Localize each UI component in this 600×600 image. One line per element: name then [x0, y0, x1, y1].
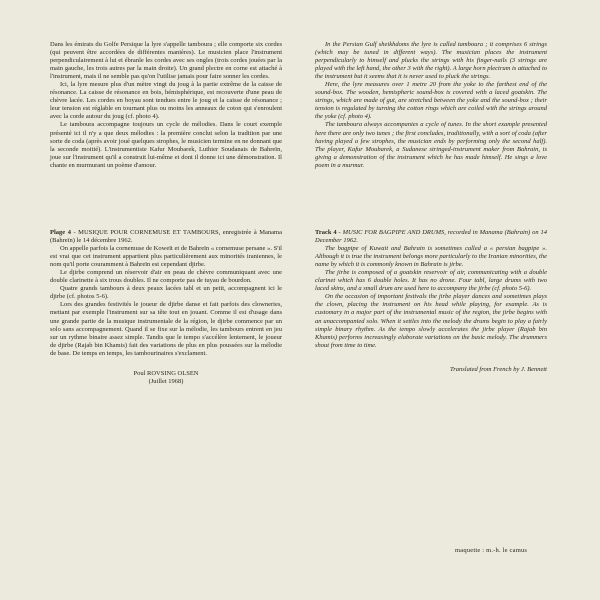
french-intro-paragraph-3: Le tamboura accompagne toujours un cycle de mélodies. Dans le court exemple présenté ici il n'y a que deux mélodies : la première conclut selon la tradition par une sorte de coda (après avoir joué quelques strophes, le musicien termine en ne donnant que la seconde moitié). L'instrumentiste Kafur Moubarek, Luthier Soudanais de Bahreïn, joue sur l'instrument qu'il a construit lui-même et dont il donne ici une démonstration. Il chante en murmurant un poème d'amour.: [50, 121, 282, 169]
english-track-paragraph-2: The jirbe is composed of a goatskin reservoir of air, communicating with a double clarinet which has 6 double holes. It has no drone. Four tabl, large drums with two laced skins, and a small drum are used here to accompany the jirbe (cf. photo 5-6).: [315, 269, 547, 293]
english-track-4-column: [315, 229, 547, 374]
english-intro-paragraph-2: Here, the lyre measures over 1 metre 20 from the yoke to the farthest end of the sound-box. The wooden, hemispheric sound-box is covered with a laced goatskin. The strings, which are made of gut, are stretched between the yoke and the sound-box ; their tension is regulated by turning the cotton rings which are coiled with the strings around the yoke (cf. photo 4).: [315, 81, 547, 121]
english-intro-column: [315, 41, 547, 170]
track-4-label: Track 4: [315, 229, 337, 236]
french-plage-paragraph-3: Quatre grands tambours à deux peaux lacées tabl et un petit, accompagnent ici le djirbe (cf. photos 5-6).: [50, 285, 282, 301]
author-name: Poul ROVSING OLSEN: [133, 369, 199, 377]
french-plage-paragraph-4: Lors des grandes festivités le joueur de djirbe danse et fait parfois des clowneries, mettant par exemple l'instrument sur sa tête tout en jouant. Comme il est d'usage dans une grande partie de la musique instrumentale de la région, le djirbe commence par un solo sans accompagnement. Quand il se fixe sur la mélodie, les tambours entrent en jeu sur un rythme binaire assez simple. Tandis que le tempo s'accélère lentement, le joueur de djirbe (Rajab bin Khamis) fait des variations de plus en plus poussées sur la mélodie de base. De temps en temps, les tambourinaires s'exclament.: [50, 301, 282, 357]
plage-4-heading: [50, 229, 282, 245]
english-track-paragraph-1: The bagpipe of Kuwait and Bahrain is sometimes called a « persian bagpipe ». Although it is true the instrument belongs more particularly to the Iranian minorities, the name by which it is commonly known in Bahrain is jirbe.: [315, 245, 547, 269]
translator-credit: Translated from French by J. Bennett: [449, 365, 547, 373]
french-plage-paragraph-2: Le djirbe comprend un réservoir d'air en peau de chèvre communiquant avec une double clarinette à six trous doubles. Il ne comporte pas de tuyau de bourdon.: [50, 269, 282, 285]
layout-credit: maquette : m.-h. le camus: [455, 547, 528, 554]
plage-4-title: - MUSIQUE POUR CORNEMUSE ET TAMBOURS, enregistrée à Manama (Bahreïn) le 14 décembre 1962.: [50, 229, 282, 245]
plage-4-label: Plage 4: [50, 229, 71, 236]
french-intro-paragraph-2: Ici, la lyre mesure plus d'un mètre vingt du joug à la partie extrême de la caisse de résonance. La caisse de résonance en bois, hémisphérique, est recouverte d'une peau de chèvre lacée. Les cordes en boyau sont tendues entre le joug et la caisse de résonance ; leur tension est réglable en tournant plus ou moins les anneaux de coton qui s'enroulent avec la corde autour du joug (cf. photo 4).: [50, 81, 282, 121]
english-intro-paragraph-1: In the Persian Gulf sheikhdoms the lyre is called tamboura ; it comprises 6 strings (which may be tuned in different ways). The musician places the instrument perpendicularly to himself and plucks the strings with his finger-nails (3 strings are played with the left hand, the other 3 with the right). A large horn plectrum is attached to the instrument but it seems that it is never used to pluck the strings.: [315, 41, 547, 81]
french-plage-paragraph-1: On appelle parfois la cornemuse de Koweït et de Bahreïn « cornemuse persane ». S'il est vrai que cet instrument appartient plus particulièrement aux minorités iraniennes, le nom qu'il porte couramment à Bahreïn est cependant djirbe.: [50, 245, 282, 269]
signature-date: (Juillet 1968): [148, 377, 184, 385]
track-4-title: - MUSIC FOR BAGPIPE AND DRUMS, recorded in Manama (Bahrain) on 14 December 1962.: [315, 229, 547, 245]
english-intro-paragraph-3: The tamboura always accompanies a cycle of tunes. In the short example presented here there are only two tunes ; the first concludes, traditionally, with a sort of coda (after having played a few strophes, the musician ends by performing only the second half). The player, Kafur Moubarek, a Sudanese stringed-instrument maker from Bahrain, is giving a demonstration of the instrument which he has made himself. He sings a love poem in a murmur.: [315, 121, 547, 169]
english-track-paragraph-3: On the occasion of important festivals the jirbe player dances and sometimes plays the clown, placing the instrument on his head while playing, for example. As is customary in a major part of the instrumental music of the region, the jirbe begins with an unaccompanied solo. When it settles into the melody the drums begin to play a fairly simple binary rhythm. As the tempo slowly accelerates the jirbe player (Rajab bin Khamis) performs increasingly elaborate variations on the basic melody. The drummers shout from time to time.: [315, 293, 547, 349]
french-intro-paragraph-1: Dans les émirats du Golfe Persique la lyre s'appelle tamboura ; elle comporte six cordes (qui peuvent être accordées de différentes manières). Le musicien place l'instrument perpendiculairement à lui et ébranle les cordes avec ses ongles (trois cordes jouées par la main gauche, les trois autres par la main droite). Un grand plectre en corne est attaché à l'instrument, mais il ne semble pas qu'on l'utilise jamais pour faire sonner les cordes.: [50, 41, 282, 81]
french-plage-4-column: [50, 229, 282, 386]
track-4-heading: [315, 229, 547, 245]
french-intro-column: [50, 41, 282, 170]
author-signature: [50, 370, 282, 386]
